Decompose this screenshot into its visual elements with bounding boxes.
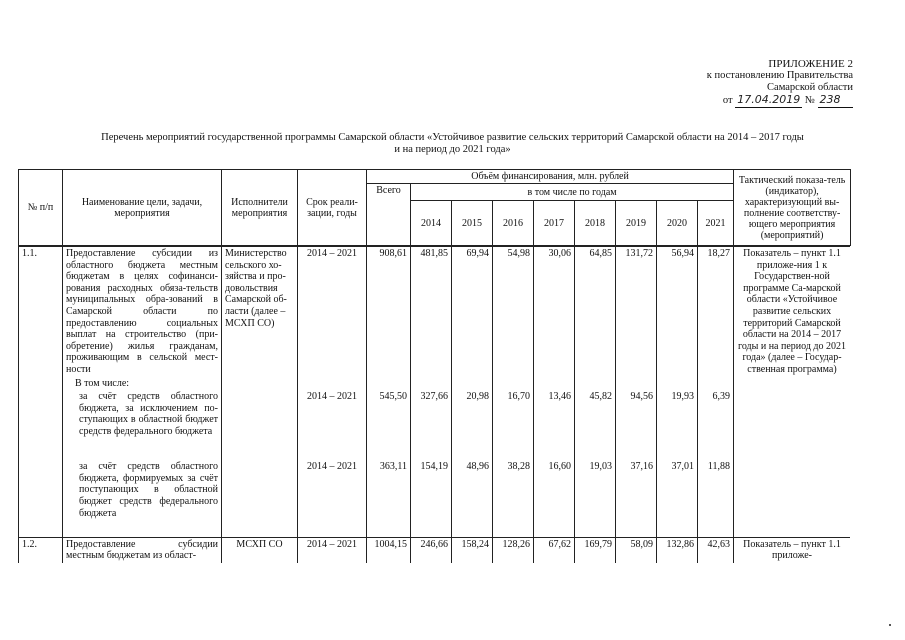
appendix-date-row — [653, 94, 853, 108]
row-value: 18,27 — [698, 247, 734, 367]
appendix-title: ПРИЛОЖЕНИЕ 2 — [768, 58, 853, 70]
document-title — [40, 132, 865, 156]
table-body — [18, 246, 850, 563]
date-value: 17.04.2019 — [737, 93, 801, 106]
row-value: 13,46 — [534, 390, 575, 460]
row-value: 94,56 — [616, 390, 657, 460]
row-value: 20,98 — [452, 390, 493, 460]
header-period: Срок реали-зации, годы — [298, 170, 367, 246]
header-funding: Объём финансирования, млн. рублей — [367, 170, 734, 184]
row-value: 169,79 — [575, 537, 616, 563]
table-row — [19, 390, 851, 460]
row-value: 128,26 — [493, 537, 534, 563]
table-row — [19, 537, 851, 563]
row-total: 545,50 — [367, 390, 411, 460]
row-value: 37,01 — [657, 460, 698, 537]
row-name: за счёт средств областного бюджета, формируемых за счёт поступающих в областной бюджет средств федерального бюджета — [63, 460, 222, 537]
row-value: 481,85 — [411, 247, 452, 367]
document-title-line1: Перечень мероприятий государственной программы Самарской области «Устойчивое развитие сельских территорий Самарской области на 2014 – 2017 годы — [101, 132, 804, 143]
table-row — [19, 247, 851, 367]
row-value: 38,28 — [493, 460, 534, 537]
number-value: 238 — [819, 93, 841, 106]
row-value: 154,19 — [411, 460, 452, 537]
row-executor: МСХП СО — [222, 537, 298, 563]
row-period: 2014 – 2021 — [298, 247, 367, 367]
row-value: 30,06 — [534, 247, 575, 367]
row-executor: Министерство сельского хо-зяйства и про-довольствия Самарской об-ласти (далее – МСХП СО) — [222, 247, 298, 367]
row-total: 908,61 — [367, 247, 411, 367]
row-value: 11,88 — [698, 460, 734, 537]
row-value: 48,96 — [452, 460, 493, 537]
header-year: 2014 — [411, 201, 452, 246]
row-num: 1.2. — [19, 537, 63, 563]
row-value: 246,66 — [411, 537, 452, 563]
document-title-line2: и на период до 2021 года» — [394, 144, 511, 155]
date-field — [735, 94, 802, 108]
number-prefix: № — [804, 95, 815, 106]
row-total: 1004,15 — [367, 537, 411, 563]
header-name: Наименование цели, задачи, мероприятия — [63, 170, 222, 246]
header-by-years: в том числе по годам — [411, 184, 734, 201]
header-year: 2016 — [493, 201, 534, 246]
appendix-line1: к постановлению Правительства — [706, 70, 853, 81]
row-value: 42,63 — [698, 537, 734, 563]
row-total: 363,11 — [367, 460, 411, 537]
row-period: 2014 – 2021 — [298, 460, 367, 537]
table-body-area — [18, 246, 850, 640]
row-value: 64,85 — [575, 247, 616, 367]
row-name: за счёт средств областного бюджета, за исключением по-ступающих в областной бюджет средств федерального бюджета — [63, 390, 222, 460]
row-value: 16,70 — [493, 390, 534, 460]
table-header — [18, 169, 851, 246]
row-name: В том числе: — [63, 377, 222, 391]
date-prefix: от — [722, 95, 733, 106]
table-row — [19, 377, 851, 391]
row-value: 56,94 — [657, 247, 698, 367]
row-indicator: Показатель – пункт 1.1 приложе- — [734, 537, 851, 563]
header-indicator: Тактический показа-тель (индикатор), характеризующий вы-полнение соответству-ющего мероприятия (мероприятий) — [734, 170, 851, 246]
row-name: Предоставление субсидии местным бюджетам из област- — [63, 537, 222, 563]
row-indicator: Показатель – пункт 1.1 приложе-ния 1 к Государствен-ной программе Са-марской области «Устойчивое развитие сельских территорий Самарской области на 2014 – 2017 годы и на период до 2021 года» (далее – Государ-ственная программа) — [734, 247, 851, 391]
row-num: 1.1. — [19, 247, 63, 367]
header-num: № п/п — [19, 170, 63, 246]
appendix-block — [653, 58, 853, 108]
row-period: 2014 – 2021 — [298, 537, 367, 563]
appendix-line2: Самарской области — [767, 82, 853, 93]
row-value: 67,62 — [534, 537, 575, 563]
row-value: 132,86 — [657, 537, 698, 563]
row-value: 58,09 — [616, 537, 657, 563]
row-value: 37,16 — [616, 460, 657, 537]
scan-speck — [889, 624, 891, 626]
row-value: 69,94 — [452, 247, 493, 367]
row-value: 45,82 — [575, 390, 616, 460]
number-field — [818, 94, 854, 108]
header-total: Всего — [367, 184, 411, 246]
header-year: 2019 — [616, 201, 657, 246]
row-value: 16,60 — [534, 460, 575, 537]
row-value: 54,98 — [493, 247, 534, 367]
header-year: 2020 — [657, 201, 698, 246]
row-period: 2014 – 2021 — [298, 390, 367, 460]
row-name: Предоставление субсидии из областного бюджета местным бюджетам в целях софинанси-рования расходных обяза-тельств муниципальных обра-зований в Самарской области по предоставлению социальных выплат на строительство (при-обретение) жилья гражданам, проживающим в сельской мест-ности — [63, 247, 222, 377]
row-value: 158,24 — [452, 537, 493, 563]
header-executors: Исполнители мероприятия — [222, 170, 298, 246]
header-year: 2021 — [698, 201, 734, 246]
row-value: 6,39 — [698, 390, 734, 460]
row-value: 19,93 — [657, 390, 698, 460]
row-value: 327,66 — [411, 390, 452, 460]
row-value: 19,03 — [575, 460, 616, 537]
row-value: 131,72 — [616, 247, 657, 367]
header-year: 2018 — [575, 201, 616, 246]
header-year: 2017 — [534, 201, 575, 246]
table-row — [19, 460, 851, 537]
header-year: 2015 — [452, 201, 493, 246]
